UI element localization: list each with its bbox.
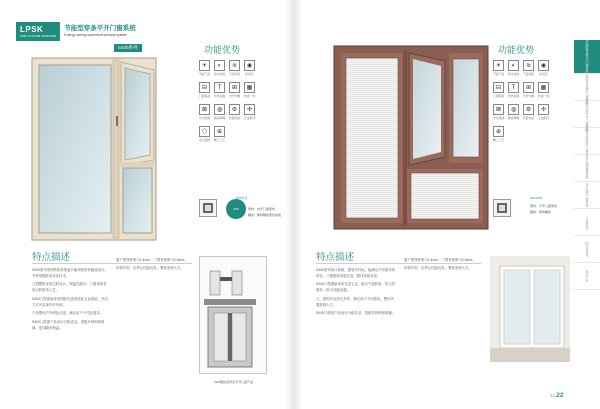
description-paragraph: 产品整体内外两色可选，满足用户个性化需求。	[32, 311, 104, 316]
feature-item	[199, 82, 210, 97]
energy-icon	[493, 60, 504, 71]
description-paragraph: 窗户型材壁厚为1.4mm，门型材壁厚为2.0mm。	[116, 258, 188, 262]
icon-glyph: ⊠	[495, 106, 502, 113]
icon-glyph: ✣	[540, 106, 547, 113]
feature-label: 节能产品	[199, 72, 211, 76]
feature-item	[199, 104, 210, 119]
right-profile-code: 22/21PM	[530, 196, 543, 200]
feature-item	[523, 60, 534, 75]
description-paragraph: 窗户型材壁厚为1.4mm，门型材壁厚为2.0mm。	[404, 258, 476, 262]
brand-title	[64, 26, 136, 37]
screen-icon	[538, 82, 549, 93]
page-number-current: 22	[556, 392, 564, 399]
brand-logo	[16, 22, 60, 41]
window-icon	[229, 82, 240, 93]
feature-label: 纱窗一体	[538, 94, 550, 98]
feature-item	[493, 104, 504, 119]
sidenav-item[interactable]	[574, 236, 600, 263]
feature-item	[493, 126, 504, 141]
feature-label: 防盗性能	[523, 116, 535, 120]
left-spec-line-1: 型材：内开门窗型材	[248, 207, 276, 211]
door-icon	[199, 82, 210, 93]
right-profile-diagram	[493, 199, 511, 217]
icon-glyph: ⊟	[495, 84, 502, 91]
right-description-col2	[404, 258, 480, 275]
left-features-title: 功能优势	[204, 45, 241, 55]
icon-glyph: ⬡	[201, 128, 208, 135]
feature-label: 门窗保温	[493, 94, 505, 98]
feature-item	[199, 126, 210, 141]
icon-glyph: ≋	[525, 62, 532, 69]
sidenav-item[interactable]	[574, 209, 600, 236]
feature-item	[214, 104, 225, 119]
waterproof-icon	[508, 60, 519, 71]
hardware-icon	[538, 104, 549, 115]
feature-label: 隔音降噪	[508, 116, 520, 120]
hardware-icon	[244, 104, 255, 115]
feature-label: 内开内倒	[523, 94, 535, 98]
sidenav-item-label: 阳光房系列	[585, 241, 589, 257]
icon-glyph: T	[217, 84, 222, 91]
feature-label: 纱窗一体	[244, 94, 256, 98]
icon-glyph: ☀	[201, 62, 208, 69]
icon-glyph: ⊠	[201, 106, 208, 113]
screen-icon	[244, 82, 255, 93]
feature-item	[508, 82, 519, 97]
sound-icon	[508, 104, 519, 115]
sidenav-item-label: 节能型注胶推拉门窗系统	[585, 124, 589, 158]
left-profile-image	[199, 256, 267, 374]
thermal-icon	[214, 82, 225, 93]
sidenav-item[interactable]	[574, 40, 600, 74]
protect-icon	[523, 104, 534, 115]
feature-item	[493, 60, 504, 75]
feature-label: 安全锁闭	[199, 138, 211, 142]
description-paragraph: S400门窗窗产品设计分格灵活，搭配多种规格玻璃。	[316, 311, 396, 316]
sidenav-item[interactable]	[574, 263, 600, 290]
right-spec-line-1: 型材：平开门窗型材	[530, 204, 558, 208]
category-sidenav	[574, 40, 600, 290]
description-paragraph: 结构牢固，抗风压性能优异，整体美观大方。	[116, 266, 184, 271]
icon-glyph: ⊞	[231, 84, 238, 91]
description-paragraph: 门、窗的开启形式多样，满足用户不同需求，整体外观美观大方。	[316, 296, 394, 307]
description-paragraph: S400系列设计新颖，窗型多样化，能满足不同需求的项目，门窗配套设施完善，整体系统优异。	[316, 268, 396, 278]
feature-item	[214, 126, 225, 141]
right-feature-icons	[493, 60, 549, 141]
feature-item	[214, 60, 225, 75]
energy-icon	[199, 60, 210, 71]
right-section-title: 特点描述	[316, 252, 355, 263]
feature-label: 中空玻璃	[199, 116, 211, 120]
glass-icon	[199, 104, 210, 115]
feature-label: 气密性能	[523, 72, 535, 76]
profile-section-icon	[493, 199, 511, 217]
feature-label: 门窗保温	[199, 94, 211, 98]
sidenav-item[interactable]	[574, 182, 600, 209]
sidenav-item-label: 节能型注胶平开门窗系统	[585, 97, 589, 131]
icon-glyph: ⊞	[525, 84, 532, 91]
protect-icon	[229, 104, 240, 115]
left-window-image	[30, 56, 160, 242]
icon-glyph: ▦	[246, 84, 253, 91]
feature-label: 气密性能	[229, 72, 241, 76]
description-paragraph: 结构牢固，抗风压性能优异，整体美观大方。	[404, 266, 472, 271]
feature-item	[493, 82, 504, 97]
icon-glyph: ≋	[231, 62, 238, 69]
feature-item	[508, 104, 519, 119]
left-feature-icons	[199, 60, 255, 141]
interior-photo	[490, 256, 570, 362]
sidenav-item[interactable]	[574, 155, 600, 182]
feature-item	[229, 82, 240, 97]
craft-icon	[493, 126, 504, 137]
icon-glyph: ◍	[216, 106, 223, 113]
right-description-col1	[316, 268, 396, 320]
door-icon	[493, 82, 504, 93]
sidenav-item[interactable]	[574, 124, 600, 158]
sound-icon	[214, 104, 225, 115]
icon-glyph: ◉	[540, 62, 547, 69]
sidenav-item-label: 节能型幕墙系统	[585, 157, 589, 179]
logo-text: LPSK	[20, 25, 44, 34]
right-window-image	[333, 45, 489, 230]
feature-item	[199, 60, 210, 75]
icon-glyph: ✣	[246, 106, 253, 113]
feature-label: 五金配件	[244, 116, 256, 120]
feature-item	[538, 104, 549, 119]
page-number-prev: 21/	[550, 393, 557, 398]
icon-glyph: ⚙	[231, 106, 238, 113]
left-section-title: 特点描述	[32, 252, 71, 263]
feature-item	[229, 60, 240, 75]
feature-item	[538, 82, 549, 97]
sidenav-item-label: 节能型穿条平开门窗系统	[585, 40, 589, 73]
sidenav-item-label: 三文鱼系列	[585, 214, 589, 230]
sidenav-item-label: 节能型穿条推拉门窗系统	[585, 70, 589, 104]
brand-header	[16, 22, 136, 41]
feature-label: 抗风压	[245, 72, 254, 76]
page-number	[550, 392, 564, 399]
left-description-col1	[32, 268, 108, 334]
airtight-icon	[229, 60, 240, 71]
description-paragraph: 门窗整框采用空腔设计，保温性能好。门窗角部采用注胶组角工艺。	[32, 282, 107, 293]
sidenav-item-label: 其它产品	[585, 270, 589, 282]
left-profile-diagram	[199, 199, 217, 217]
left-description-col2	[116, 258, 190, 275]
feature-item	[508, 60, 519, 75]
feature-label: 节能产品	[493, 72, 505, 76]
description-paragraph: S400门窗窗扇采用国际先进的欧标五金系统，开启方式可实现内开内倒。	[32, 296, 108, 307]
sidenav-item-label: 非节能型门窗系统	[585, 183, 589, 207]
waterproof-icon	[214, 60, 225, 71]
window-icon	[523, 82, 534, 93]
left-spec-line-2: 隔热：断桥隔热型材系统	[248, 213, 282, 217]
feature-item	[244, 82, 255, 97]
page-spine	[287, 0, 301, 409]
craft-icon	[214, 126, 225, 137]
windpressure-icon	[244, 60, 255, 71]
feature-item	[244, 104, 255, 119]
feature-label: 防盗性能	[229, 116, 241, 120]
left-profile-caption: LWT隔热条穿条平开门窗产品	[214, 380, 254, 384]
icon-glyph: ◍	[510, 106, 517, 113]
right-features-title: 功能优势	[498, 45, 535, 55]
feature-label: 内开内倒	[229, 94, 241, 98]
feature-label: 传热系数	[214, 94, 226, 98]
icon-glyph: ◐	[511, 62, 516, 69]
icon-glyph: ◐	[217, 62, 222, 69]
feature-label: 精工工艺	[214, 138, 226, 142]
system-title: 节能型穿条平开门窗系统	[64, 25, 136, 32]
feature-item	[244, 60, 255, 75]
series-tag: S400系列	[114, 44, 142, 52]
feature-label: 精工工艺	[493, 138, 505, 142]
icon-glyph: ◉	[246, 62, 253, 69]
description-paragraph: S400门窗窗扇采用先进五金，配合气密胶条，防尘效果好，防水性能优越。	[316, 282, 396, 293]
icon-glyph: ⚙	[525, 106, 532, 113]
airtight-icon	[523, 60, 534, 71]
feature-item	[523, 82, 534, 97]
profile-section-icon	[199, 199, 217, 217]
feature-item	[229, 104, 240, 119]
feature-label: 防水性能	[214, 72, 226, 76]
feature-label: 隔音降噪	[214, 116, 226, 120]
description-paragraph: S400系列采用断热条保温节能和铝型材截面设计，并采用隔热条穿条技术。	[32, 268, 108, 278]
feature-label: 传热系数	[508, 94, 520, 98]
icon-glyph: ⊕	[216, 128, 223, 135]
feature-label: 防水性能	[508, 72, 520, 76]
glass-icon	[493, 104, 504, 115]
feature-label: 中空玻璃	[493, 116, 505, 120]
feature-label: 五金配件	[538, 116, 550, 120]
logo-subtext: LIPAI SYSTEM WINDOWS	[20, 34, 57, 38]
right-spec-line-2: 隔热：断桥隔热	[530, 210, 552, 214]
feature-item	[538, 60, 549, 75]
feature-label: 抗风压	[539, 72, 548, 76]
description-paragraph: S400门窗窗产品设计分格灵活，搭配多种规格玻璃，更加隔音保温。	[32, 319, 105, 330]
thermal-icon	[508, 82, 519, 93]
icon-glyph: ⊟	[201, 84, 208, 91]
left-thermal-badge: ø25	[226, 199, 246, 219]
left-profile-code: PA6尼龙	[236, 196, 248, 200]
icon-glyph: ⊕	[495, 128, 502, 135]
icon-glyph: ☀	[495, 62, 502, 69]
system-title-en: Energy saving casement window system	[64, 32, 128, 37]
feature-item	[214, 82, 225, 97]
windpressure-icon	[538, 60, 549, 71]
icon-glyph: ▦	[540, 84, 547, 91]
icon-glyph: T	[511, 84, 516, 91]
feature-item	[523, 104, 534, 119]
safety-icon	[199, 126, 210, 137]
